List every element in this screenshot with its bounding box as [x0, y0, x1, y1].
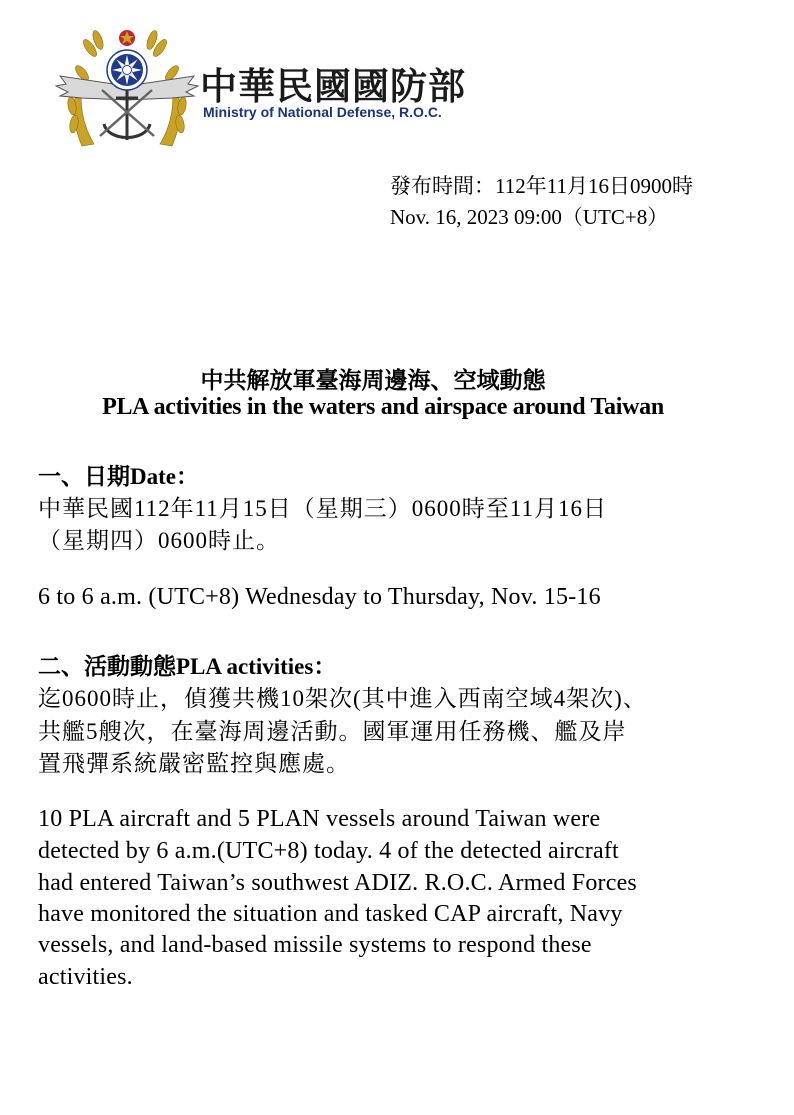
mnd-emblem-icon [52, 28, 202, 150]
activities-en-line-5: vessels, and land-based missile systems to respond these [38, 932, 592, 958]
activities-en-line-6: activities. [38, 964, 133, 990]
activities-zh-line-3: 置飛彈系統嚴密監控與應處。 [38, 751, 350, 776]
release-time-en: Nov. 16, 2023 09:00（UTC+8） [390, 205, 669, 229]
date-zh-line-2: （星期四）0600時止。 [38, 528, 280, 553]
section-activities-heading: 二、活動動態PLA activities： [38, 654, 337, 679]
ministry-name-zh: 中華民國國防部 [200, 65, 466, 108]
activities-en-line-2: detected by 6 a.m.(UTC+8) today. 4 of the detected aircraft [38, 838, 619, 864]
page-title-zh: 中共解放軍臺海周邊海、空域動態 [200, 367, 546, 394]
date-en-line: 6 to 6 a.m. (UTC+8) Wednesday to Thursday, Nov. 15-16 [38, 584, 601, 610]
activities-zh-line-2: 共艦5艘次，在臺海周邊活動。國軍運用任務機、艦及岸 [38, 719, 627, 744]
section-date-heading: 一、日期Date： [38, 464, 199, 489]
activities-en-line-1: 10 PLA aircraft and 5 PLAN vessels around Taiwan were [38, 806, 601, 832]
activities-en-line-4: have monitored the situation and tasked CAP aircraft, Navy [38, 901, 623, 927]
page-title-en: PLA activities in the waters and airspace around Taiwan [102, 394, 664, 420]
release-time-zh: 發布時間：112年11月16日0900時 [390, 174, 693, 198]
activities-en-line-3: had entered Taiwan’s southwest ADIZ. R.O.C. Armed Forces [38, 870, 637, 896]
activities-zh-line-1: 迄0600時止，偵獲共機10架次(其中進入西南空域4架次)、 [38, 686, 647, 711]
date-zh-line-1: 中華民國112年11月15日（星期三）0600時至11月16日 [38, 496, 607, 521]
ministry-name-en: Ministry of National Defense, R.O.C. [203, 104, 442, 120]
